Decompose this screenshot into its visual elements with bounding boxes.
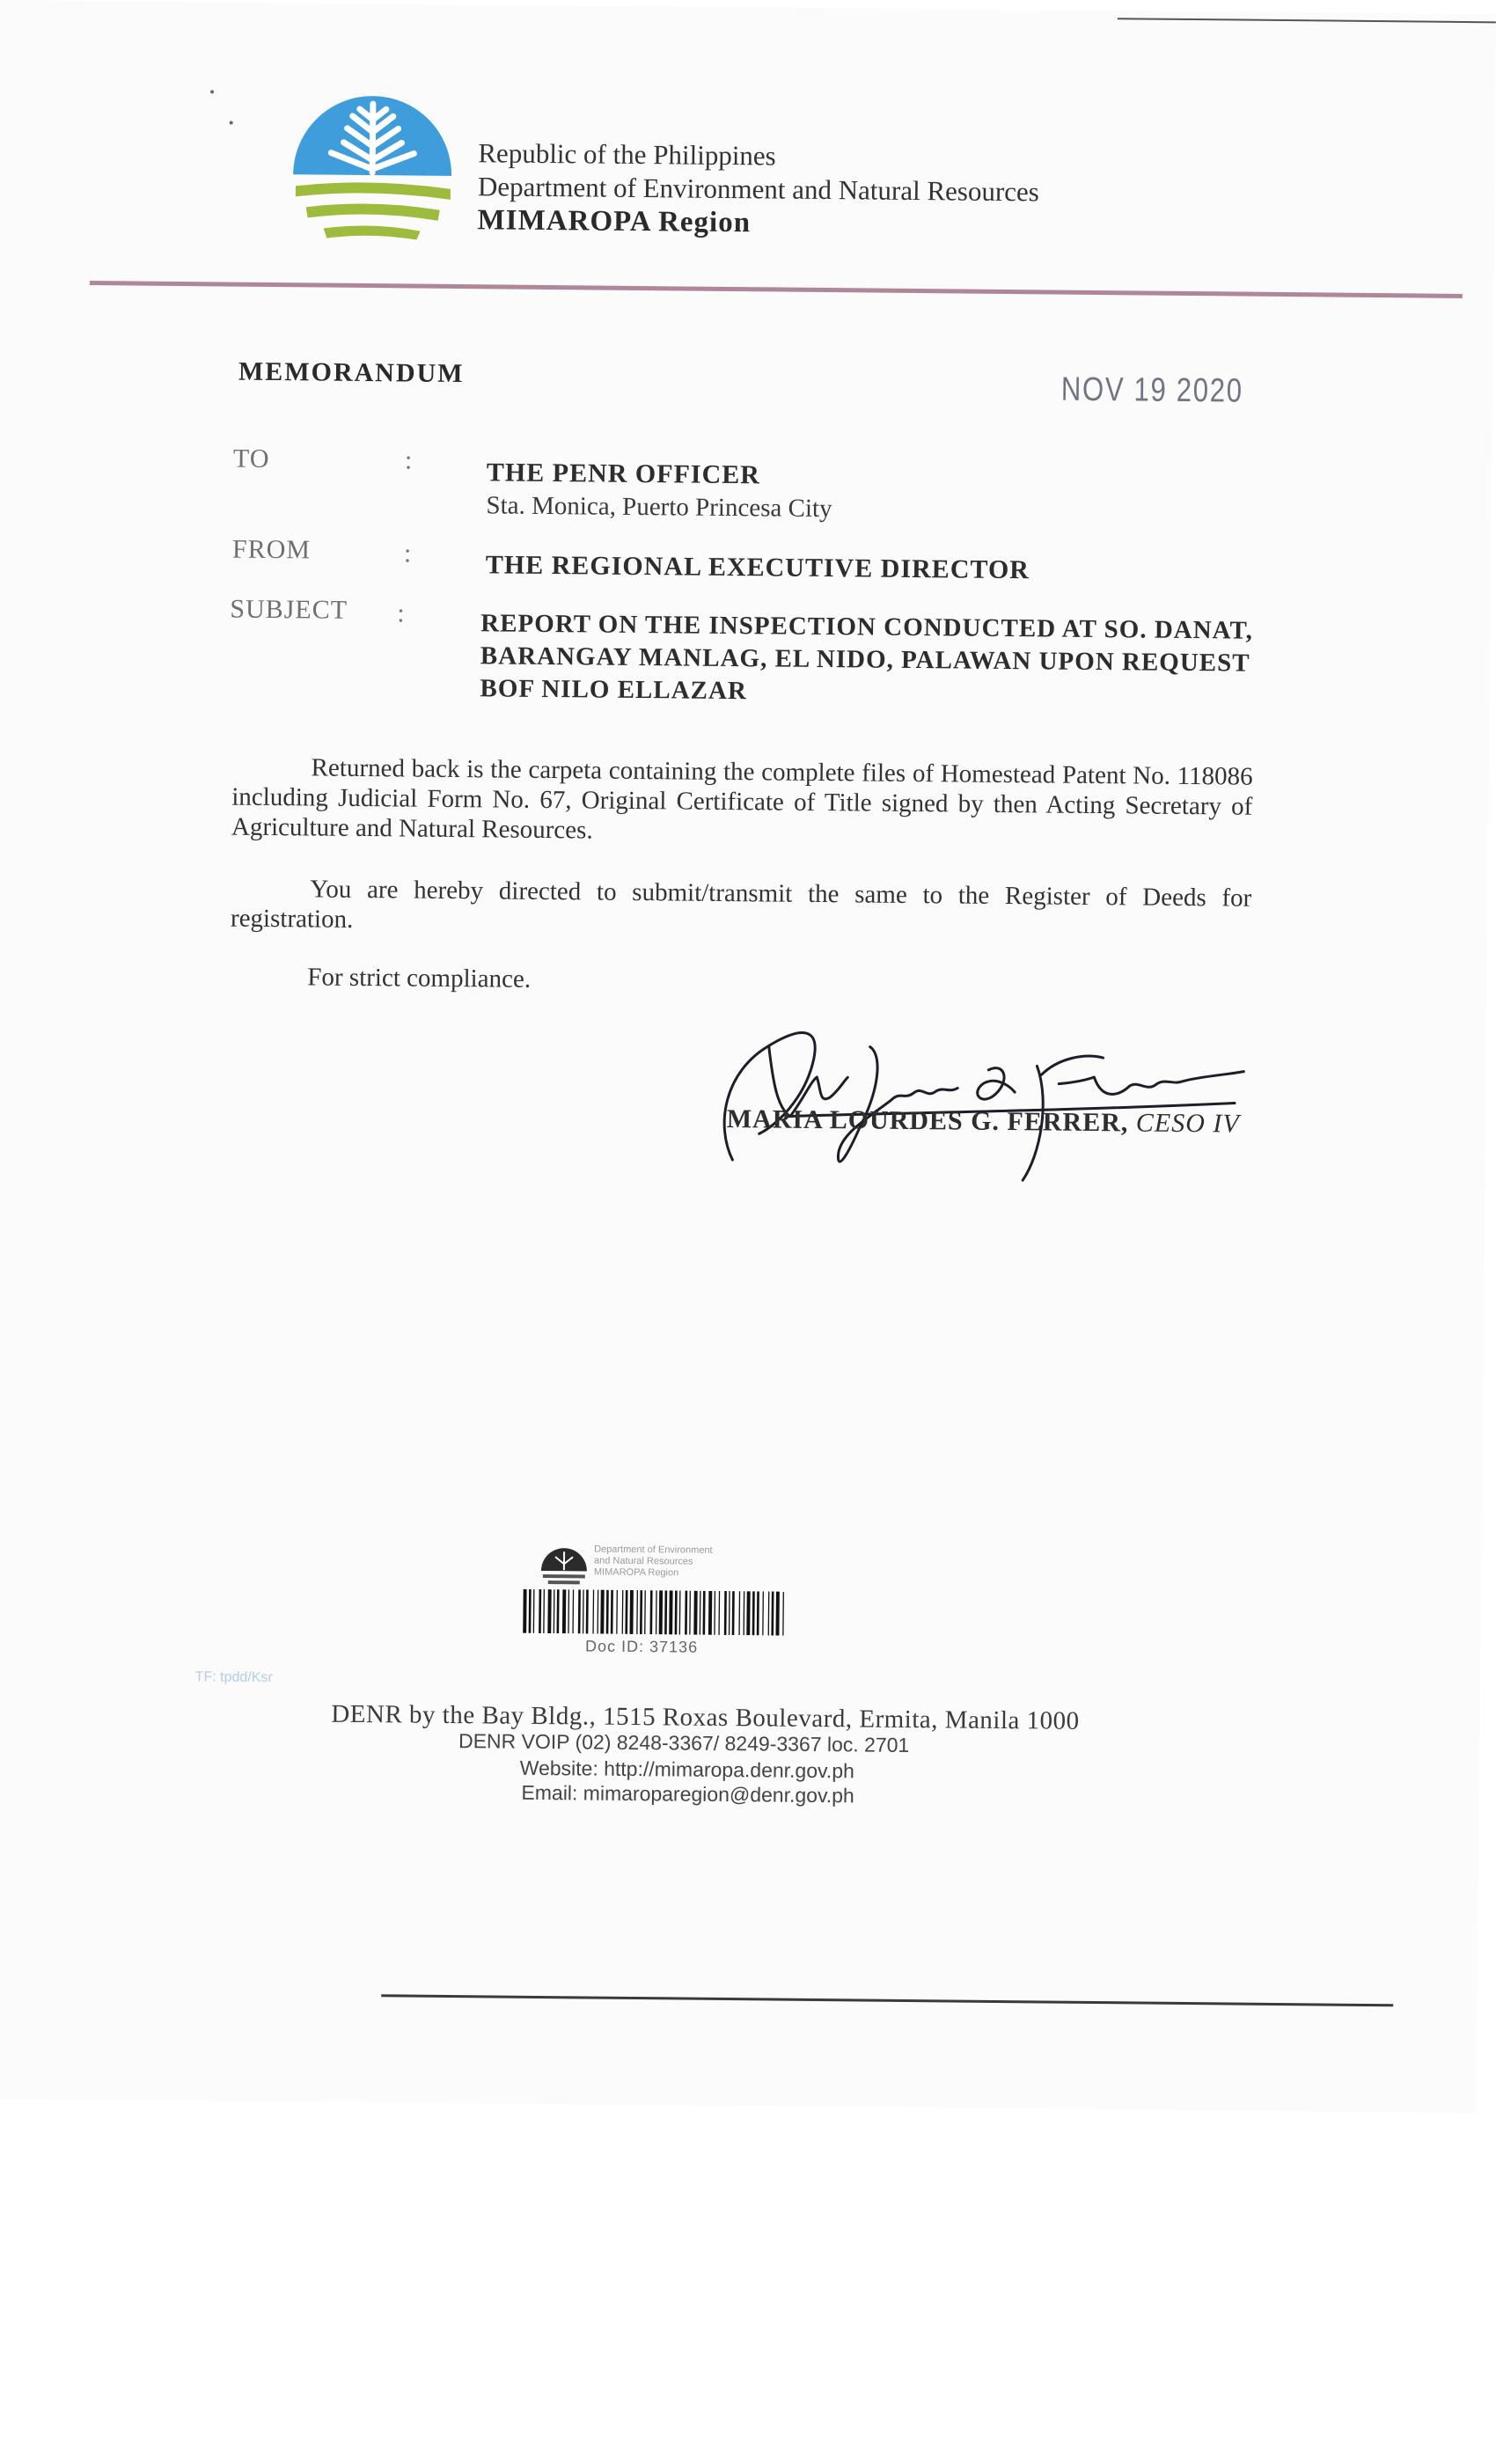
barcode-bar [714, 1591, 715, 1635]
barcode-bar [679, 1590, 681, 1634]
memo-title: MEMORANDUM [238, 356, 465, 389]
barcode-bar [675, 1590, 678, 1634]
footer-bottom-line [381, 1994, 1393, 2006]
handwritten-signature [706, 993, 1253, 1192]
barcode-bar [611, 1590, 613, 1634]
to-label: TO [232, 444, 270, 473]
barcode-bar [656, 1590, 657, 1634]
body-paragraph-1: Returned back is the carpeta containing the complete files of Homestead Patent No. 118086 including Judicial Form No. 67, Original Certificate of Title signed by then Acting Secretary of Agriculture and Natural Resources. [231, 753, 1253, 845]
signatory-name: MARIA LOURDES G. FERRER, [726, 1104, 1129, 1138]
barcode-bar [669, 1590, 672, 1634]
barcode-bar [724, 1591, 727, 1635]
barcode-bar [703, 1591, 706, 1635]
sticker-line-1: Department of Environment [594, 1544, 713, 1556]
barcode-bar [529, 1589, 532, 1633]
barcode-bar [782, 1592, 784, 1636]
barcode-bar [644, 1590, 646, 1634]
doc-id: Doc ID: 37136 [584, 1637, 699, 1656]
barcode-bar [533, 1589, 535, 1633]
typist-initials: TF: tpdd/Ksr [194, 1669, 273, 1686]
date-stamp: NOV 19 2020 [1060, 370, 1243, 410]
barcode-bar [616, 1590, 618, 1634]
barcode-bar [650, 1590, 653, 1634]
barcode-bar [732, 1591, 735, 1635]
barcode-bar [523, 1589, 526, 1633]
body-paragraph-2: You are hereby directed to submit/transmit the same to the Register of Deeds for registration. [230, 875, 1252, 934]
barcode-bar [776, 1592, 780, 1636]
barcode-bar [757, 1591, 759, 1635]
barcode-bar [572, 1589, 574, 1633]
signatory-line [727, 1104, 1240, 1140]
to-address: Sta. Monica, Puerto Princesa City [486, 491, 832, 524]
republic-line: Republic of the Philippines [478, 137, 776, 172]
barcode-bar [768, 1591, 770, 1635]
barcode-bar [700, 1591, 701, 1635]
barcode-bar [583, 1589, 584, 1633]
sticker-line-2: and Natural Resources [593, 1555, 693, 1567]
scan-speck [210, 90, 214, 93]
barcode-bar [600, 1590, 604, 1634]
footer-voip: DENR VOIP (02) 8248-3367/ 8249-3367 loc. 2701 [458, 1729, 910, 1757]
barcode-bar [625, 1590, 627, 1634]
footer-email: Email: mimaroparegion@denr.gov.ph [521, 1780, 854, 1808]
barcode-bar [539, 1589, 541, 1633]
header-divider [90, 281, 1463, 298]
from-name: THE REGIONAL EXECUTIVE DIRECTOR [485, 550, 1030, 585]
barcode-bar [557, 1589, 560, 1633]
barcode-bar [708, 1591, 712, 1635]
barcode-bar [689, 1591, 691, 1635]
barcode-bar [640, 1590, 642, 1634]
agency-header [477, 136, 1039, 242]
barcode-bar [562, 1589, 566, 1633]
barcode-bar [598, 1590, 599, 1634]
barcode-bar [547, 1589, 551, 1633]
barcode-bar [592, 1590, 594, 1634]
barcode-bar [664, 1590, 667, 1634]
sticker-line-3: MIMAROPA Region [593, 1566, 679, 1579]
barcode-bar [578, 1589, 581, 1633]
document-barcode [521, 1589, 785, 1636]
barcode-bar [746, 1591, 750, 1635]
scan-edge-line [1118, 18, 1496, 23]
denr-tree-logo-icon [288, 91, 457, 260]
subject-text: REPORT ON THE INSPECTION CONDUCTED AT SO. DANAT, BARANGAY MANLAG, EL NIDO, PALAWAN UPON REQUEST BOF NILO ELLAZAR [480, 609, 1254, 706]
barcode-bar [659, 1590, 663, 1634]
barcode-bar [738, 1591, 740, 1635]
from-label: FROM [231, 534, 312, 565]
barcode-bar [586, 1589, 589, 1633]
barcode-bar [606, 1590, 609, 1634]
barcode-bar [744, 1591, 745, 1635]
barcode-bar [718, 1591, 720, 1635]
barcode-bar [622, 1590, 624, 1634]
barcode-bar [685, 1591, 687, 1635]
barcode-bar [729, 1591, 730, 1635]
barcode-bar [630, 1590, 634, 1634]
subject-label: SUBJECT [230, 594, 348, 625]
barcode-bar [752, 1591, 755, 1635]
scan-speck [230, 121, 233, 125]
to-name: THE PENR OFFICER [486, 458, 761, 490]
body-paragraph-3: For strict compliance. [307, 963, 532, 994]
barcode-bar [543, 1589, 545, 1633]
sticker-caption [594, 1544, 713, 1580]
barcode-bar [554, 1589, 555, 1633]
barcode-bar [568, 1589, 569, 1633]
barcode-bar [771, 1592, 774, 1636]
sticker-logo-icon [538, 1541, 591, 1595]
footer-address: DENR by the Bay Bldg., 1515 Roxas Boulevard, Ermita, Manila 1000 [331, 1699, 1080, 1735]
subject-colon: : [397, 598, 405, 628]
barcode-bar [636, 1590, 638, 1634]
from-colon: : [403, 539, 412, 568]
to-colon: : [404, 445, 413, 475]
department-line: Department of Environment and Natural Resources [477, 171, 1040, 208]
region-line: MIMAROPA Region [477, 204, 752, 239]
barcode-bar [693, 1591, 697, 1635]
signatory-designation: CESO IV [1135, 1108, 1240, 1139]
footer-website: Website: http://mimaropa.denr.gov.ph [519, 1756, 854, 1783]
barcode-bar [762, 1591, 764, 1635]
